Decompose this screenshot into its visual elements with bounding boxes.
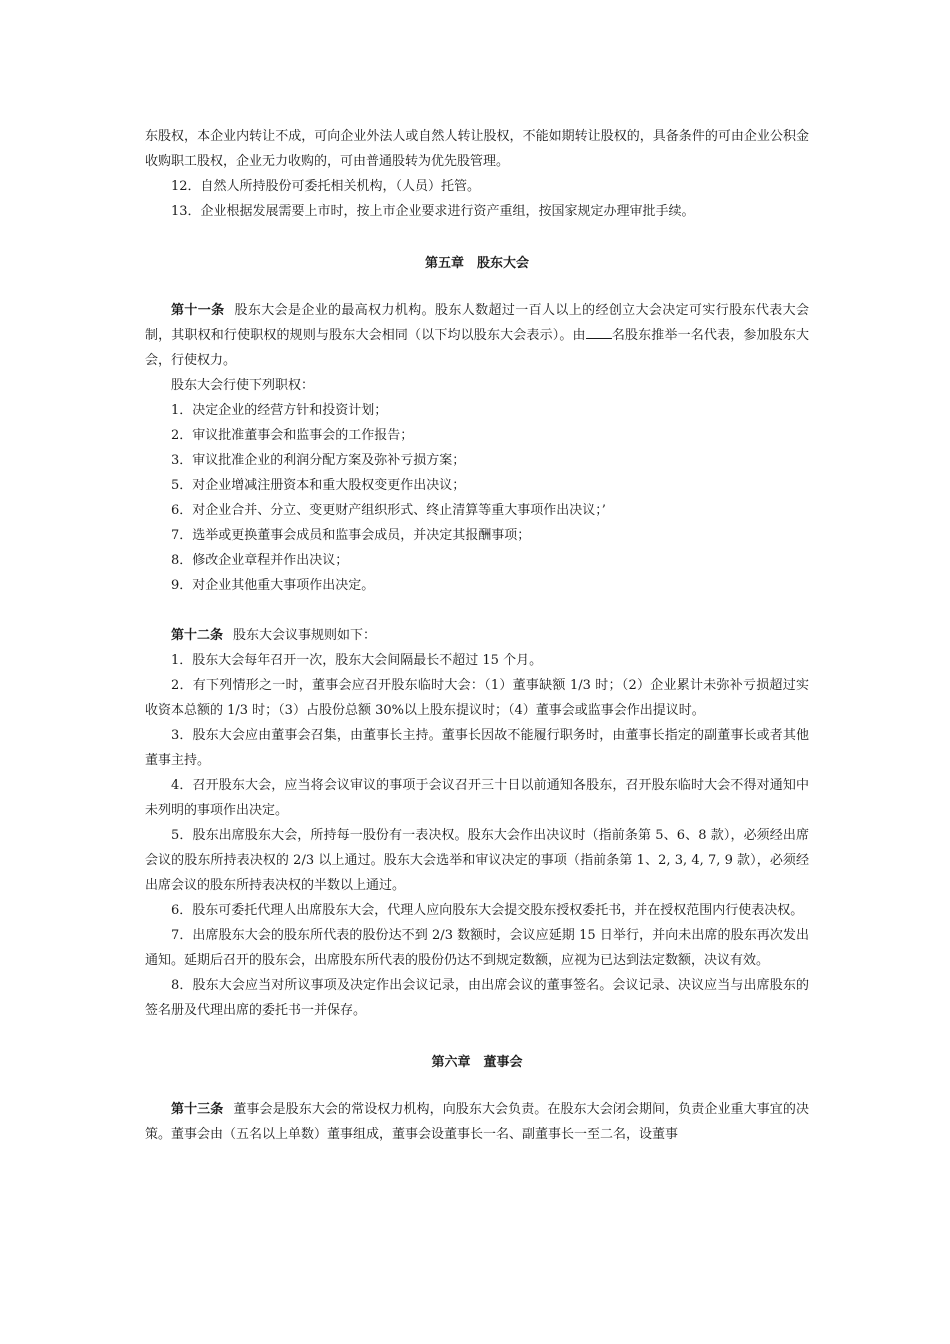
spacer (145, 276, 809, 298)
rule-item: 8．股东大会应当对所议事项及决定作出会议记录，由出席会议的董事签名。会议记录、决议应当与出席股东的签名册及代理出席的委托书一并保存。 (145, 978, 809, 1018)
article-11-text-a: 股东大会是企业的最高权力机构。股东人数超过一百人以上的经创立大会决定可实行股东代表大会制，其职权和行使职权的规则与股东大会相同（以下均以股东大会表示）。由 (145, 303, 809, 343)
article-13-text: 董事会是股东大会的常设权力机构，向股东大会负责。在股东大会闭会期间，负责企业重大事宜的决策。董事会由（五名以上单数）董事组成，董事会设董事长一名、副董事长一至二名，设董事 (145, 1102, 809, 1142)
power-item: 5．对企业增减注册资本和重大股权变更作出决议； (171, 478, 466, 493)
rule-item: 3．股东大会应由董事会召集，由董事长主持。董事长因故不能履行职务时，由董事长指定的副董事长或者其他董事主持。 (145, 728, 809, 768)
article-12-heading: 第十二条 (171, 628, 224, 643)
rule-item: 2．有下列情形之一时，董事会应召开股东临时大会：（1）董事缺额 1/3 时；（2）企业累计未弥补亏损超过实收资本总额的 1/3 时；（3）占股份总额 30%以上股东提议时；（4）董事会或监事会作出提议时。 (145, 678, 809, 718)
power-item: 8．修改企业章程并作出决议； (171, 553, 349, 568)
intro-item-13: 13．企业根据发展需要上市时，按上市企业要求进行资产重组，按国家规定办理审批手续。 (171, 204, 695, 219)
chapter-5-title: 第五章 股东大会 (424, 256, 529, 271)
spacer (145, 1075, 809, 1097)
power-item: 7．选举或更换董事会成员和监事会成员，并决定其报酬事项； (171, 528, 531, 543)
article-11-text-b: 名股东推举一名代表，参加股东大会，行使权力。 (145, 328, 809, 368)
article-13-paragraph (145, 1097, 809, 1147)
article-11-paragraph (145, 298, 809, 373)
chapter-6-title: 第六章 董事会 (431, 1055, 523, 1070)
power-item: 6．对企业合并、分立、变更财产组织形式、终止清算等重大事项作出决议；’ (171, 503, 606, 518)
document-page (145, 124, 809, 1147)
intro-item-12: 12．自然人所持股份可委托相关机构，（人员）托管。 (171, 179, 481, 194)
article-11-heading: 第十一条 (171, 303, 225, 318)
rule-item: 4．召开股东大会，应当将会议审议的事项于会议召开三十日以前通知各股东，召开股东临时大会不得对通知中未列明的事项作出决定。 (145, 778, 809, 818)
power-item: 9．对企业其他重大事项作出决定。 (171, 578, 375, 593)
powers-intro: 股东大会行使下列职权： (171, 378, 315, 393)
rule-item: 7．出席股东大会的股东所代表的股份达不到 2/3 数额时，会议应延期 15 日举行，并向未出席的股东再次发出通知。延期后召开的股东会，出席股东所代表的股份仍达不到规定数额，应视为已达到法定数额，决议有效。 (145, 928, 809, 968)
power-item: 3．审议批准企业的利润分配方案及弥补亏损方案； (171, 453, 466, 468)
rule-item: 1．股东大会每年召开一次，股东大会间隔最长不超过 15 个月。 (171, 653, 543, 668)
fill-in-blank (586, 326, 612, 339)
spacer (145, 1023, 809, 1050)
spacer (145, 224, 809, 251)
article-13-heading: 第十三条 (171, 1102, 224, 1117)
article-12-intro: 股东大会议事规则如下： (233, 628, 377, 643)
rule-item: 6．股东可委托代理人出席股东大会，代理人应向股东大会提交股东授权委托书，并在授权范围内行使表决权。 (171, 903, 804, 918)
power-item: 2．审议批准董事会和监事会的工作报告； (171, 428, 414, 443)
spacer (145, 598, 809, 623)
intro-paragraph: 东股权，本企业内转让不成，可向企业外法人或自然人转让股权，不能如期转让股权的，具备条件的可由企业公积金收购职工股权，企业无力收购的，可由普通股转为优先股管理。 (145, 129, 809, 169)
rule-item: 5．股东出席股东大会，所持每一股份有一表决权。股东大会作出决议时（指前条第 5、6、8 款），必须经出席会议的股东所持表决权的 2/3 以上通过。股东大会选举和审议决定的事项（指前条第 1、2, 3, 4, 7, 9 款），必须经出席会议的股东所持表决权的半数以上通过。 (145, 828, 809, 893)
article-12-paragraph (145, 623, 809, 648)
power-item: 1．决定企业的经营方针和投资计划； (171, 403, 388, 418)
